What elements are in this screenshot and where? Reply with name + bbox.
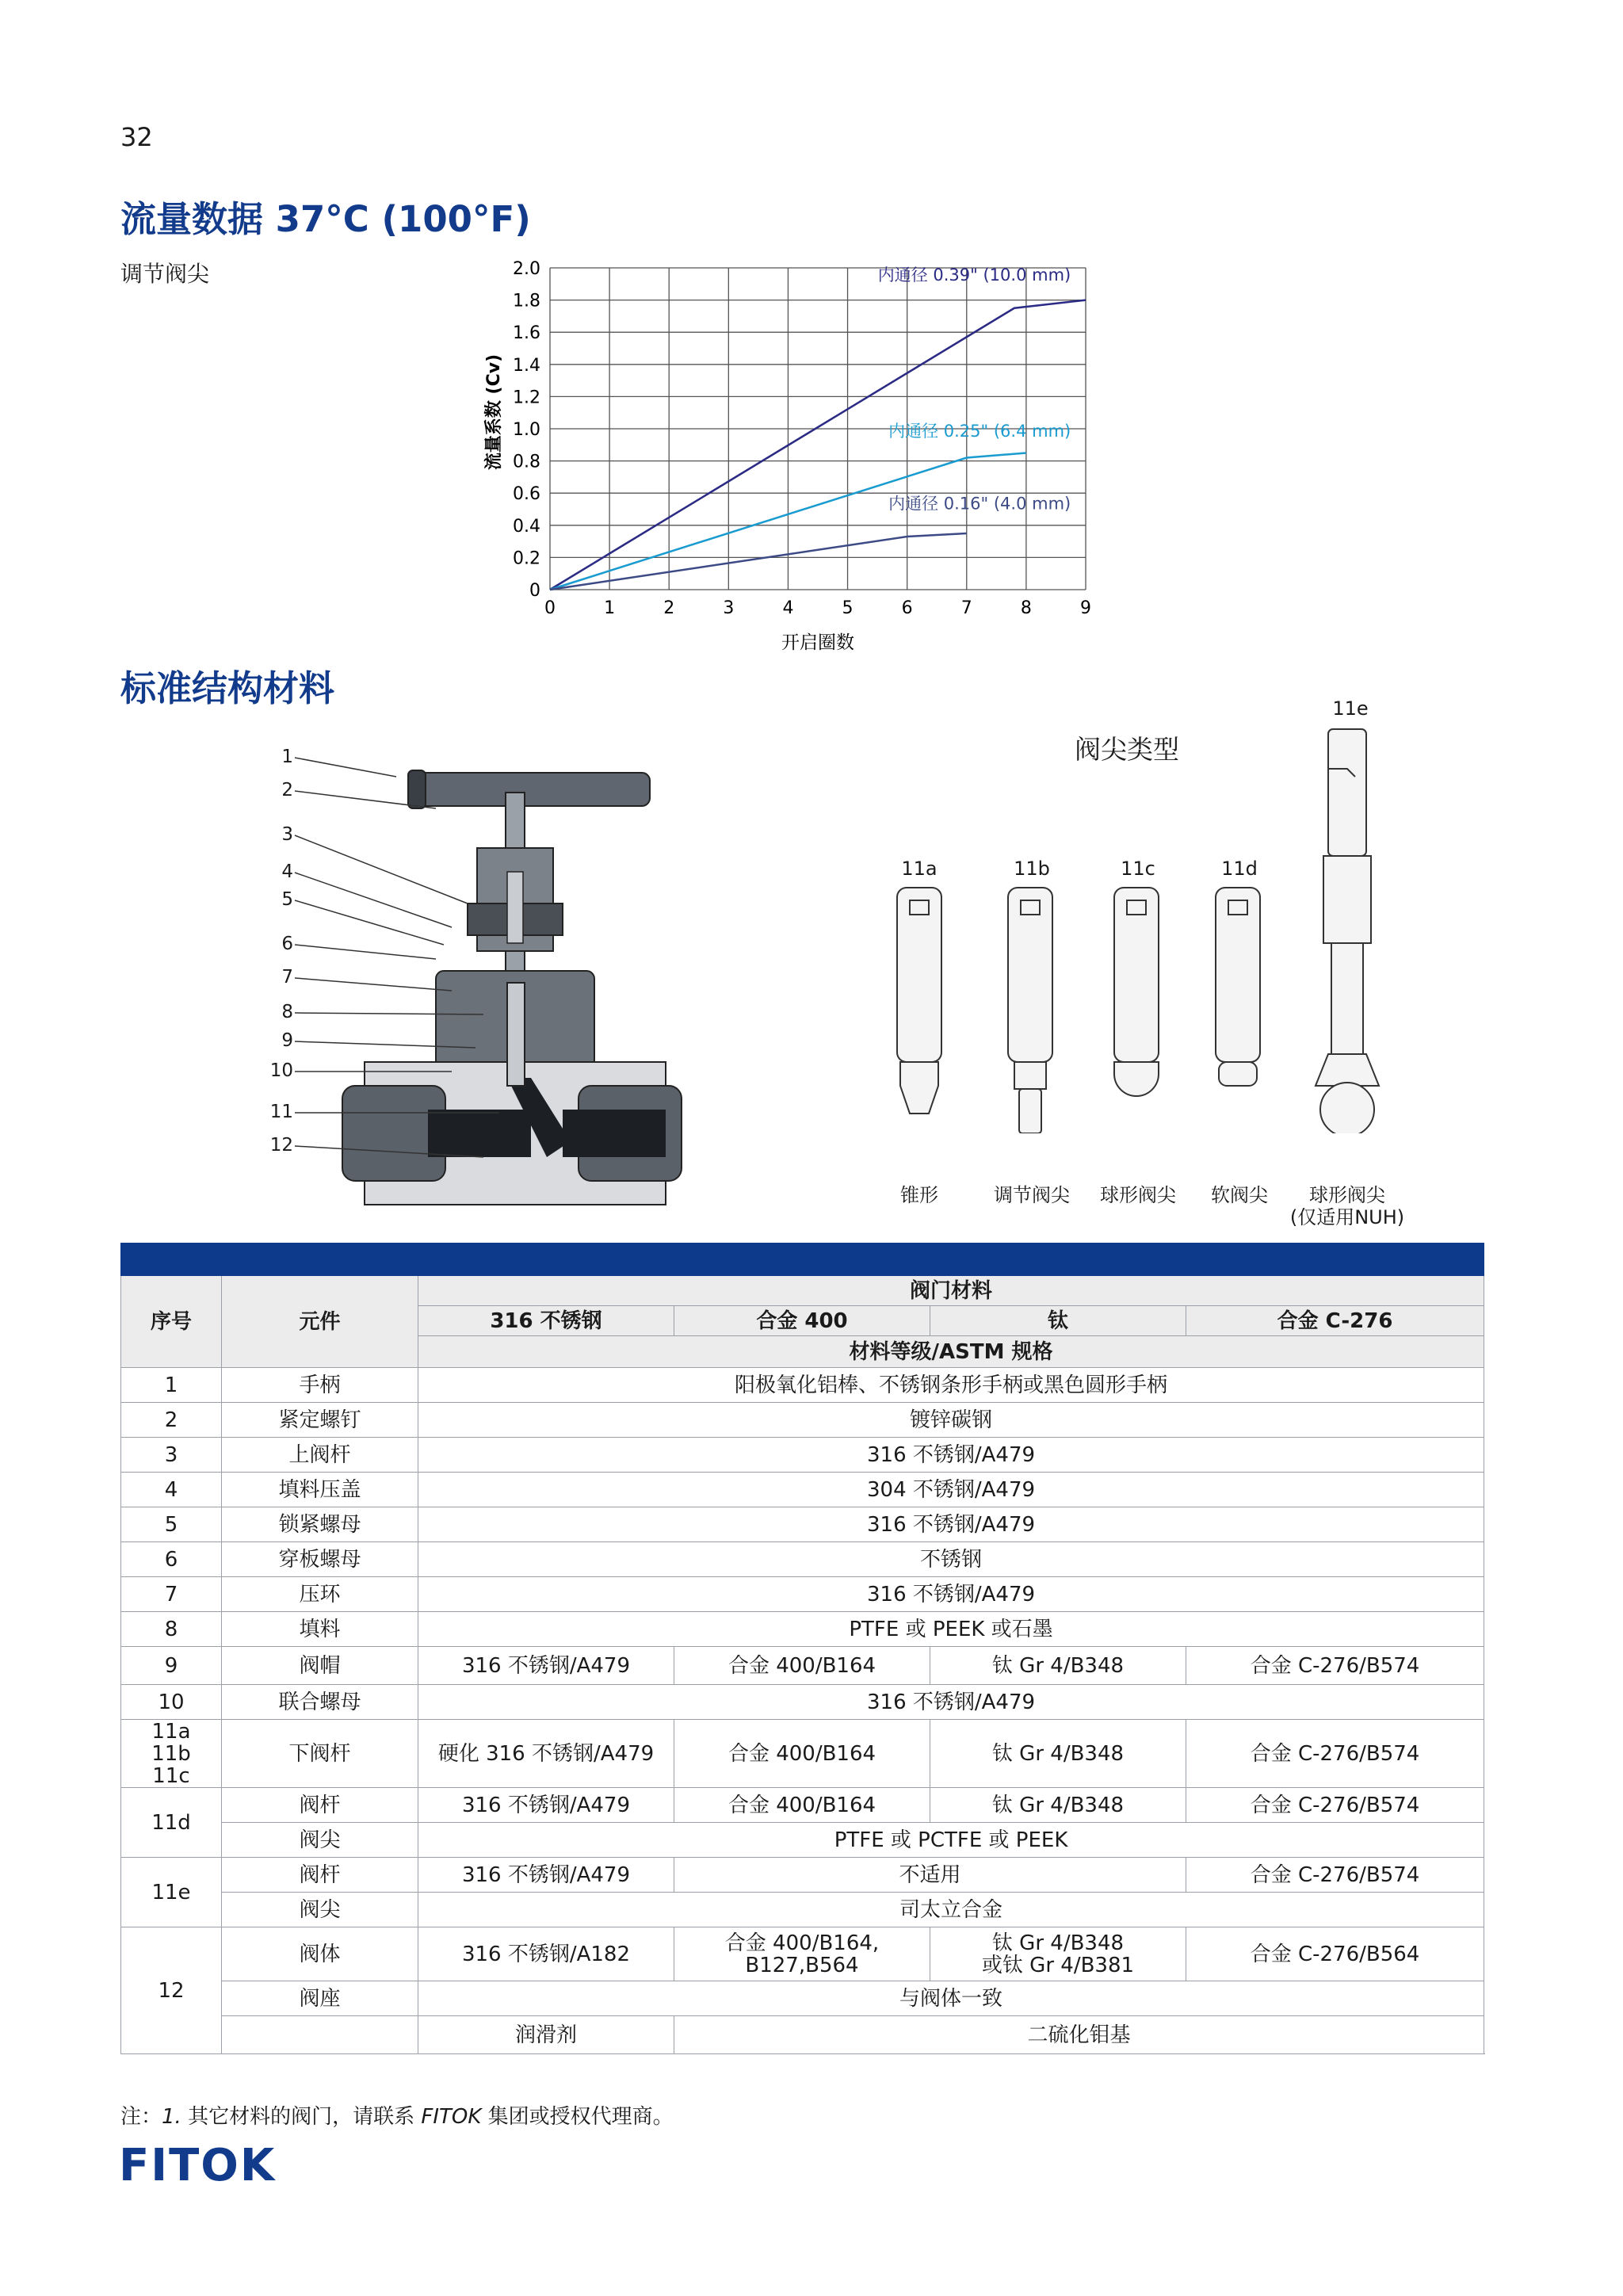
row-material: 316 不锈钢/A479 (418, 1438, 1484, 1473)
table-row (121, 2016, 1484, 2054)
row-material-316: 硬化 316 不锈钢/A479 (418, 1720, 674, 1788)
row-material: 不锈钢 (418, 1542, 1484, 1577)
header-valve-materials: 阀门材料 (418, 1276, 1484, 1306)
series-label: 内通径 0.25" (6.4 mm) (888, 422, 1071, 441)
x-tick-label: 0 (544, 598, 556, 618)
row-no: 7 (121, 1577, 222, 1612)
row-material: PTFE 或 PEEK 或石墨 (418, 1612, 1484, 1647)
callout-10: 10 (269, 1060, 293, 1081)
table-row (121, 1473, 1484, 1507)
page-number: 32 (120, 122, 153, 152)
footnote (120, 2100, 674, 2130)
header-component: 元件 (222, 1276, 418, 1368)
series-label: 内通径 0.39" (10.0 mm) (877, 266, 1071, 285)
callout-4: 4 (281, 861, 293, 882)
callout-2: 2 (281, 780, 293, 800)
callout-11: 11 (269, 1102, 293, 1122)
y-tick-label: 1.8 (513, 291, 540, 311)
x-tick-label: 5 (842, 598, 854, 618)
row-material-alloy400-line2: B127,B564 (745, 1953, 859, 1977)
row-no: 1 (121, 1368, 222, 1403)
y-tick-label: 2.0 (513, 259, 540, 279)
row-component: 阀杆 (222, 1858, 418, 1893)
row-no: 5 (121, 1507, 222, 1542)
row-component: 填料 (222, 1612, 418, 1647)
table-row (121, 1368, 1484, 1403)
row-no: 11b (151, 1741, 191, 1766)
row-material: 与阀体一致 (418, 1981, 1484, 2016)
tip-code-11d: 11d (1221, 858, 1258, 880)
callout-6: 6 (281, 934, 293, 954)
x-tick-label: 1 (604, 598, 616, 618)
table-row (121, 1685, 1484, 1720)
row-component: 手柄 (222, 1368, 418, 1403)
series-label: 内通径 0.16" (4.0 mm) (888, 494, 1071, 514)
tip-label-11e-line1: 球形阀尖 (1309, 1184, 1385, 1206)
row-component: 阀帽 (222, 1647, 418, 1685)
row-no: 11d (121, 1788, 222, 1858)
table-top-band (121, 1244, 1484, 1276)
y-axis-label: 流量系数 (Cv) (484, 353, 504, 471)
table-row (121, 1403, 1484, 1438)
row-material-titanium-line2: 或钛 Gr 4/B381 (981, 1953, 1135, 1977)
row-component: 穿板螺母 (222, 1542, 418, 1577)
table-row (121, 1577, 1484, 1612)
footnote-text-1: 其它材料的阀门，请联系 (181, 2105, 422, 2129)
header-material-alloy400: 合金 400 (674, 1306, 930, 1336)
row-no: 9 (121, 1647, 222, 1685)
y-tick-label: 1.6 (513, 323, 540, 344)
tip-label-11c: 球形阀尖 (1100, 1184, 1176, 1206)
header-grade: 材料等级/ASTM 规格 (418, 1336, 1484, 1368)
row-material: PTFE 或 PCTFE 或 PEEK (418, 1823, 1484, 1858)
callout-1: 1 (281, 747, 293, 767)
row-no: 3 (121, 1438, 222, 1473)
row-no-empty (222, 2016, 418, 2054)
y-tick-label: 0.8 (513, 452, 540, 472)
series-line (550, 533, 967, 590)
row-material-titanium: 钛 Gr 4/B348 (930, 1788, 1186, 1823)
callout-9: 9 (281, 1030, 293, 1051)
row-component: 紧定螺钉 (222, 1403, 418, 1438)
row-component: 阀杆 (222, 1788, 418, 1823)
callout-5: 5 (281, 889, 293, 910)
series-line (550, 300, 1086, 590)
row-material-alloy400: 合金 400/B164 (674, 1720, 930, 1788)
row-material-not-applicable: 不适用 (674, 1858, 1186, 1893)
callout-12: 12 (269, 1135, 293, 1156)
table-row (121, 1981, 1484, 2016)
x-tick-label: 2 (663, 598, 675, 618)
brand-logo: FITOK (119, 2140, 277, 2191)
y-tick-label: 1.2 (513, 388, 540, 408)
y-tick-label: 0.4 (513, 516, 540, 537)
tip-label-11e (1276, 1184, 1419, 1228)
tip-code-11e: 11e (1332, 697, 1369, 720)
row-no: 10 (121, 1685, 222, 1720)
x-axis-label: 开启圈数 (781, 632, 854, 653)
row-material: 304 不锈钢/A479 (418, 1473, 1484, 1507)
row-material: 二硫化钼基 (674, 2016, 1484, 2054)
tip-label-11d: 软阀尖 (1211, 1184, 1268, 1206)
row-component: 下阀杆 (222, 1720, 418, 1788)
row-material-c276: 合金 C-276/B574 (1186, 1858, 1484, 1893)
row-material: 316 不锈钢/A479 (418, 1577, 1484, 1612)
header-material-316: 316 不锈钢 (418, 1306, 674, 1336)
row-component: 阀尖 (222, 1823, 418, 1858)
flow-chart (475, 254, 1109, 666)
table-row (121, 1438, 1484, 1473)
footnote-prefix: 注： (120, 2105, 162, 2129)
row-material-c276: 合金 C-276/B564 (1186, 1927, 1484, 1981)
row-no: 11a (151, 1719, 191, 1744)
header-no: 序号 (121, 1276, 222, 1368)
materials-table (120, 1243, 1484, 2054)
table-row (121, 1647, 1484, 1685)
row-material: 镀锌碳钢 (418, 1403, 1484, 1438)
row-no: 12 (121, 1927, 222, 2054)
row-material-c276: 合金 C-276/B574 (1186, 1788, 1484, 1823)
row-material-alloy400: 合金 400/B164 (674, 1788, 930, 1823)
callout-3: 3 (281, 824, 293, 845)
row-material-c276: 合金 C-276/B574 (1186, 1720, 1484, 1788)
footnote-text-2: 集团或授权代理商。 (481, 2105, 674, 2129)
row-material-alloy400-line1: 合金 400/B164, (724, 1931, 880, 1955)
row-no: 6 (121, 1542, 222, 1577)
row-no-group (121, 1720, 222, 1788)
row-component: 阀座 (222, 1981, 418, 2016)
footnote-brand: FITOK (421, 2105, 482, 2129)
table-row (121, 1858, 1484, 1893)
row-material-316: 316 不锈钢/A479 (418, 1647, 674, 1685)
header-material-c276: 合金 C-276 (1186, 1306, 1484, 1336)
y-tick-label: 0.2 (513, 548, 540, 569)
row-material-alloy400 (674, 1927, 930, 1981)
x-tick-label: 6 (901, 598, 913, 618)
row-material-316: 316 不锈钢/A182 (418, 1927, 674, 1981)
callout-leader-lines (293, 737, 531, 1165)
x-tick-label: 8 (1020, 598, 1032, 618)
row-material-titanium-line1: 钛 Gr 4/B348 (991, 1931, 1125, 1955)
y-tick-label: 0 (529, 581, 540, 601)
tip-label-11b: 调节阀尖 (994, 1184, 1070, 1206)
row-material-titanium (930, 1927, 1186, 1981)
table-row (121, 1788, 1484, 1823)
header-material-titanium: 钛 (930, 1306, 1186, 1336)
row-material-alloy400: 合金 400/B164 (674, 1647, 930, 1685)
tip-code-11c: 11c (1121, 858, 1155, 880)
row-component: 阀体 (222, 1927, 418, 1981)
y-tick-label: 0.6 (513, 484, 540, 505)
section-title-flow-data: 流量数据 37°C (100°F) (120, 198, 531, 240)
row-material-titanium: 钛 Gr 4/B348 (930, 1720, 1186, 1788)
row-component: 锁紧螺母 (222, 1507, 418, 1542)
row-component: 润滑剂 (418, 2016, 674, 2054)
flow-chart-svg (475, 254, 1109, 666)
x-tick-label: 9 (1080, 598, 1091, 618)
tip-code-11a: 11a (901, 858, 938, 880)
tip-code-11b: 11b (1014, 858, 1050, 880)
table-row (121, 1893, 1484, 1927)
row-no: 11e (121, 1858, 222, 1927)
y-tick-label: 1.0 (513, 420, 540, 440)
row-no: 11c (152, 1763, 190, 1788)
tip-drawings (872, 713, 1426, 1133)
row-material: 316 不锈钢/A479 (418, 1507, 1484, 1542)
chart-side-label: 调节阀尖 (120, 261, 210, 287)
row-material-c276: 合金 C-276/B574 (1186, 1647, 1484, 1685)
row-component: 联合螺母 (222, 1685, 418, 1720)
tip-types-title: 阀尖类型 (1075, 734, 1179, 765)
row-material: 阳极氧化铝棒、不锈钢条形手柄或黑色圆形手柄 (418, 1368, 1484, 1403)
row-no: 2 (121, 1403, 222, 1438)
callout-7: 7 (281, 967, 293, 988)
row-component: 填料压盖 (222, 1473, 418, 1507)
table-row (121, 1612, 1484, 1647)
row-material: 司太立合金 (418, 1893, 1484, 1927)
row-material-316: 316 不锈钢/A479 (418, 1788, 674, 1823)
footnote-number: 1. (162, 2105, 181, 2129)
row-component: 上阀杆 (222, 1438, 418, 1473)
table-row (121, 1927, 1484, 1981)
row-component: 阀尖 (222, 1893, 418, 1927)
row-no: 4 (121, 1473, 222, 1507)
tip-label-11a: 锥形 (900, 1184, 938, 1206)
x-tick-label: 3 (723, 598, 735, 618)
row-material: 316 不锈钢/A479 (418, 1685, 1484, 1720)
row-component: 压环 (222, 1577, 418, 1612)
table-row (121, 1542, 1484, 1577)
y-tick-label: 1.4 (513, 355, 540, 376)
x-tick-label: 7 (960, 598, 972, 618)
row-material-titanium: 钛 Gr 4/B348 (930, 1647, 1186, 1685)
tip-label-11e-line2: (仅适用NUH) (1289, 1206, 1405, 1228)
table-row (121, 1507, 1484, 1542)
row-no: 8 (121, 1612, 222, 1647)
x-tick-label: 4 (782, 598, 794, 618)
chart-series (550, 266, 1086, 590)
callout-8: 8 (281, 1002, 293, 1022)
table-row (121, 1720, 1484, 1788)
row-material-316: 316 不锈钢/A479 (418, 1858, 674, 1893)
table-row (121, 1823, 1484, 1858)
section-title-materials: 标准结构材料 (120, 667, 335, 709)
